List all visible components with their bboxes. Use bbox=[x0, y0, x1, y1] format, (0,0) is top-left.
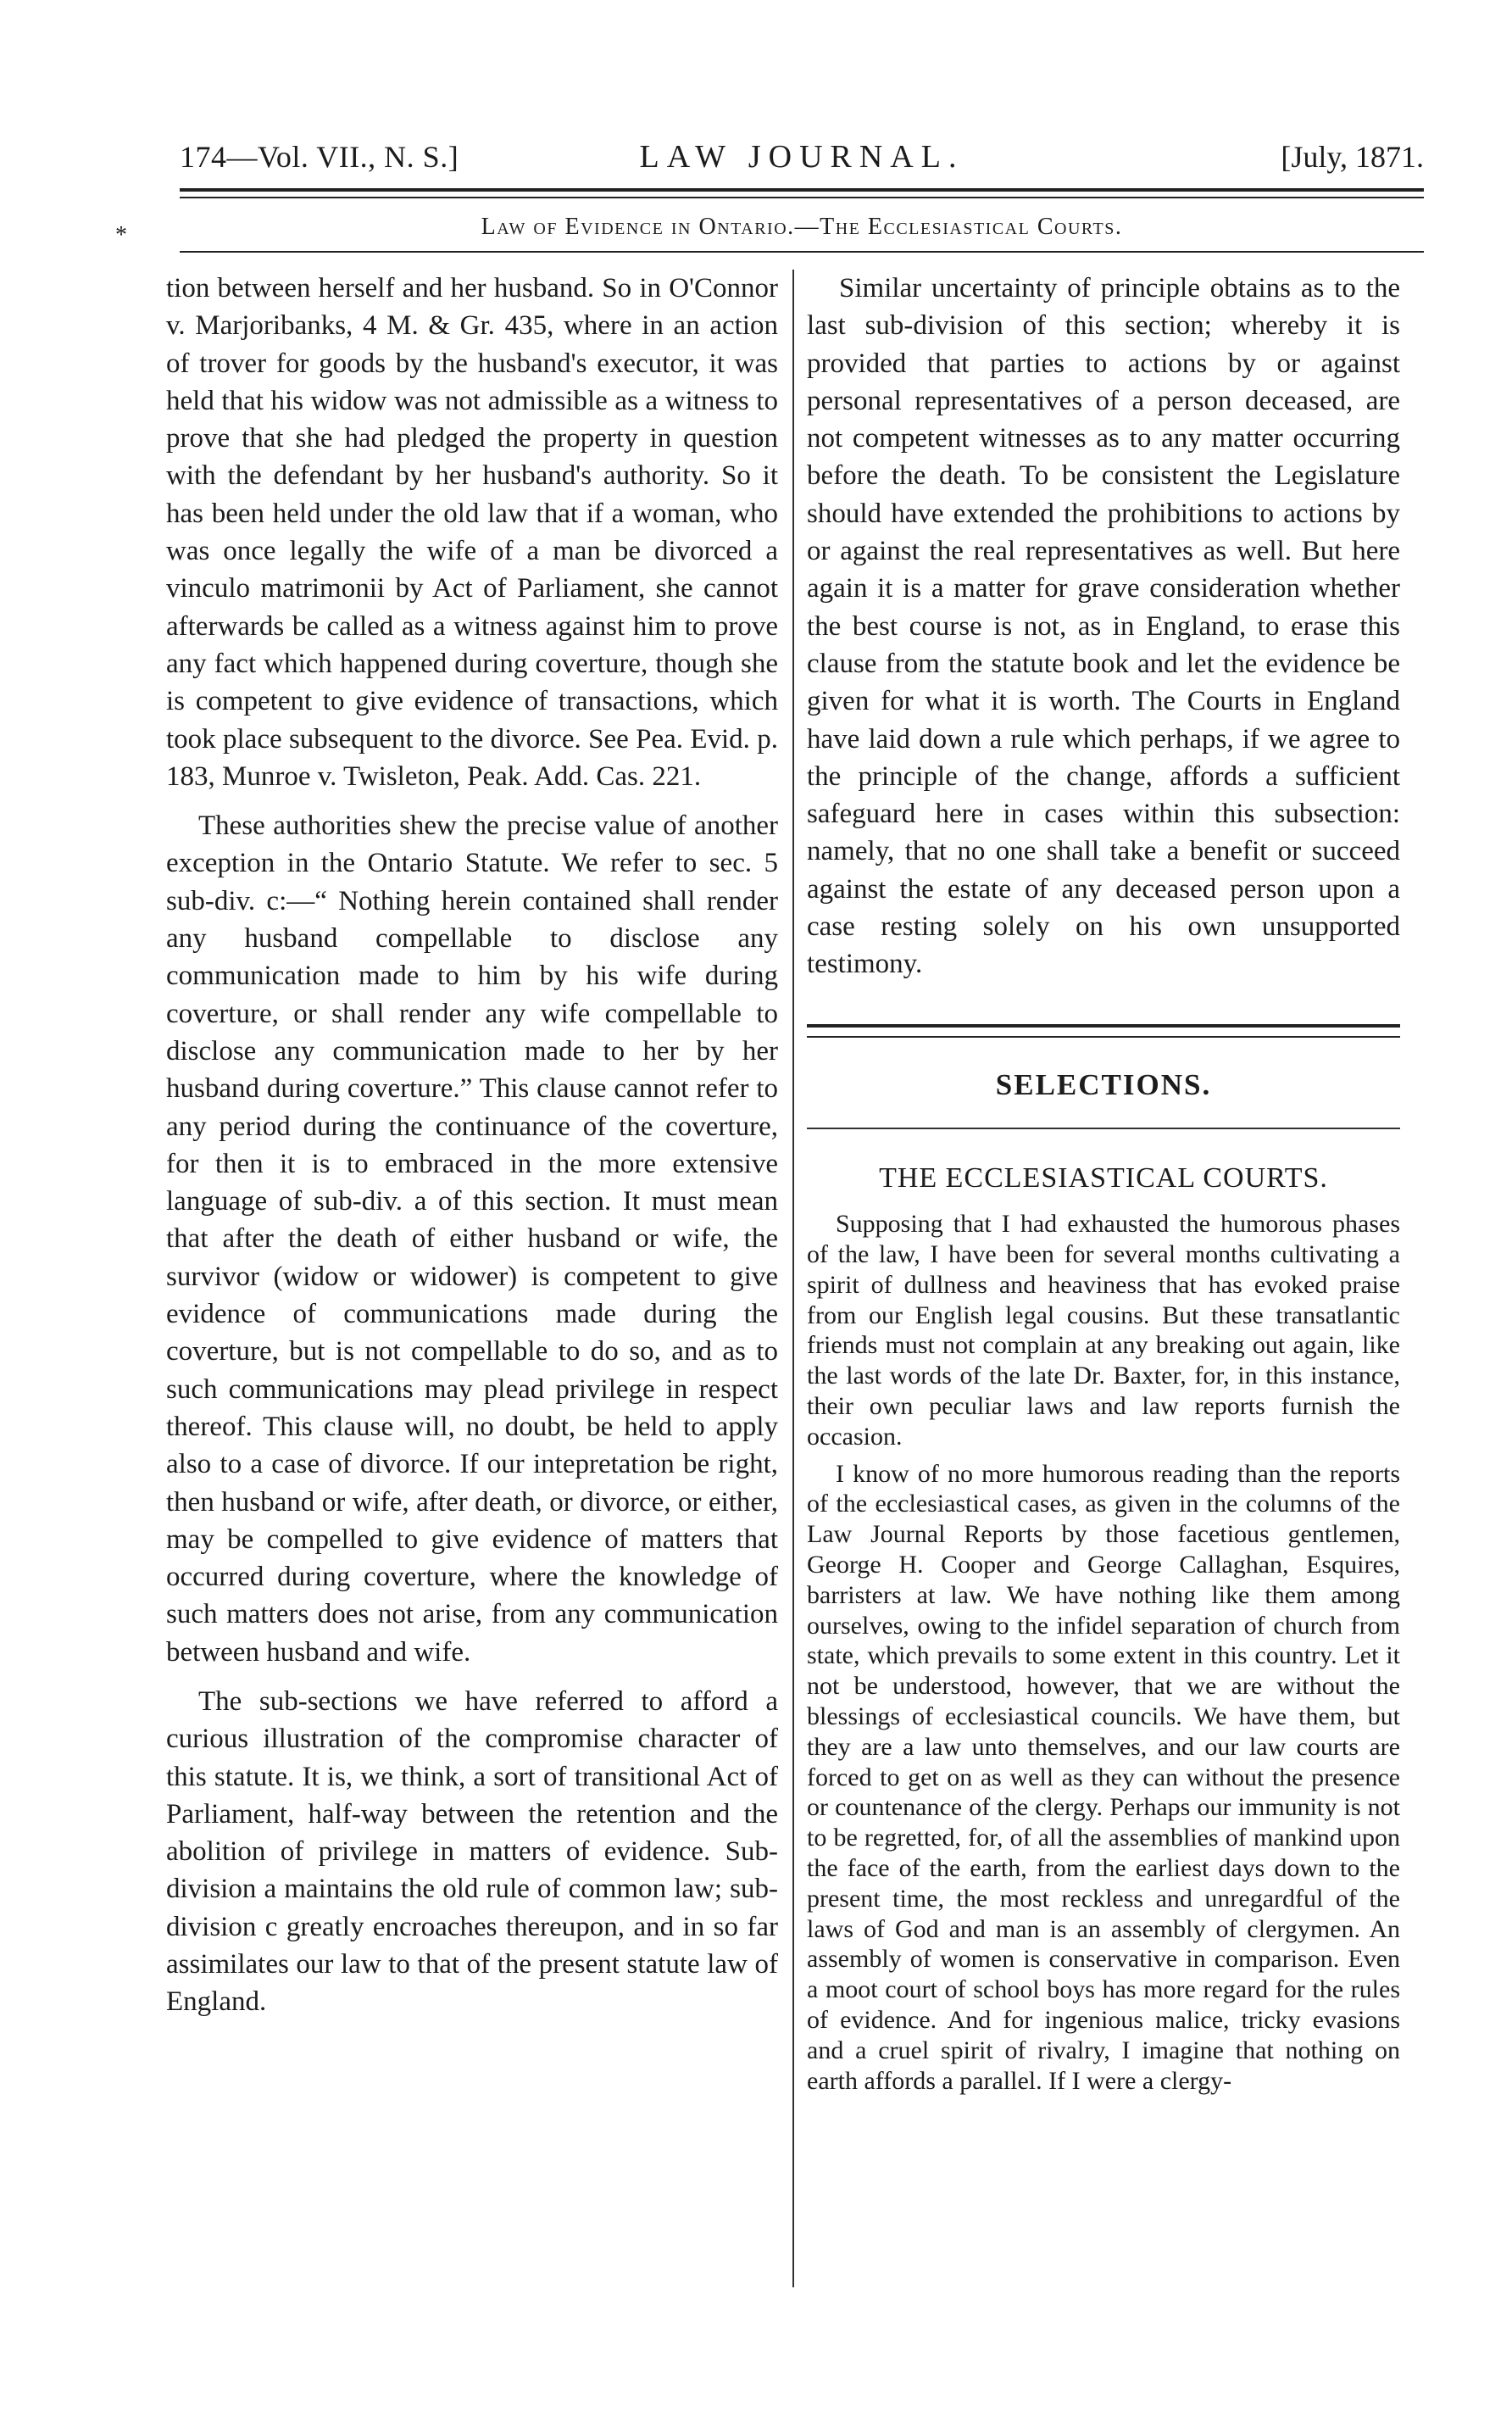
left-column bbox=[166, 270, 778, 2021]
heading-rule bbox=[807, 1128, 1400, 1129]
right-column bbox=[807, 270, 1400, 2096]
journal-title: LAW JOURNAL. bbox=[639, 139, 964, 175]
margin-mark: * bbox=[115, 222, 127, 248]
issue-date: [July, 1871. bbox=[1281, 140, 1424, 174]
article-title: THE ECCLESIASTICAL COURTS. bbox=[879, 1161, 1328, 1194]
page-volume-reference: 174—Vol. VII., N. S.] bbox=[180, 140, 459, 174]
paragraph: The sub-sections we have referred to afford a curious illustration of the compromise character of this statute. It is, we think, a sort of transitional Act of Parliament, half-way between the retention and the abolition of privilege in matters of evidence. Sub-division a maintains the old rule of common law; sub-division c greatly encroaches thereupon, and in so far assimilates our law to that of the present statute law of England. bbox=[166, 1685, 778, 2018]
subheader-rule bbox=[180, 251, 1424, 253]
section-subheader: Law of Evidence in Ontario.—The Ecclesiastical Courts. bbox=[481, 214, 1123, 240]
section-heading: SELECTIONS. bbox=[995, 1067, 1212, 1101]
header-rule-thick bbox=[180, 188, 1424, 192]
paragraph: Similar uncertainty of principle obtains as to the last sub-division of this section; whereby it is provided that parties to actions by or against personal representatives of a person deceased, are not competent witnesses as to any matter occurring before the death. To be consistent the Legislature should have extended the prohibitions to actions by or against the real representatives as well. But here again it is a matter for grave consideration whether the best course is not, as in England, to erase this clause from the statute book and let the evidence be given for what it is worth. The Courts in England have laid down a rule which perhaps, if we agree to the principle of the change, affords a sufficient safeguard here in cases within this subsection: namely, that no one shall take a benefit or succeed against the estate of any deceased person upon a case resting solely on his own unsupported testimony. bbox=[807, 273, 1400, 980]
column-divider bbox=[792, 270, 794, 2287]
article-body bbox=[807, 1209, 1400, 2096]
paragraph: These authorities shew the precise value of another exception in the Ontario Statute. We refer to sec. 5 sub-div. c:—“ Nothing herein contained shall render any husband compellable to disclose any communication made to him by his wife during coverture, or shall render any wife compellable to disclose any communication made to her by her husband during coverture.” This clause cannot refer to any period during the continuance of the coverture, for then it is to embraced in the more extensive language of sub-div. a of this section. It must mean that after the death of either husband or wife, the survivor (widow or widower) is competent to give evidence of communications made during the coverture, but is not compellable to do so, and as to such communications may plead privilege in respect thereof. This clause will, no doubt, be held to apply also to a case of divorce. If our intepretation be right, then husband or wife, after death, or divorce, or either, may be compelled to give evidence of matters that occurred during coverture, where the knowledge of such matters does not arise, from any communication between husband and wife. bbox=[166, 810, 778, 1668]
header-rule-thin bbox=[180, 197, 1424, 198]
paragraph: tion between herself and her husband. So in O'Connor v. Marjoribanks, 4 M. & Gr. 435, where in an action of trover for goods by the husband's executor, it was held that his widow was not admissible as a witness to prove that she had pledged the property in question with the defendant by her husband's authority. So it has been held under the old law that if a woman, who was once legally the wife of a man be divorced a vinculo matrimonii by Act of Parliament, she cannot afterwards be called as a witness against him to prove any fact which happened during coverture, though she is competent to give evidence of transactions, which took place subsequent to the divorce. See Pea. Evid. p. 183, Munroe v. Twisleton, Peak. Add. Cas. 221. bbox=[166, 273, 778, 792]
section-rule bbox=[807, 1024, 1400, 1038]
running-header bbox=[180, 136, 1424, 178]
paragraph: Supposing that I had exhausted the humorous phases of the law, I have been for several months cultivating a spirit of dullness and heaviness that has evoked praise from our English legal cousins. But these transatlantic friends must not complain at any breaking out again, like the last words of the late Dr. Baxter, for, in this instance, their own peculiar laws and law reports furnish the occasion. bbox=[807, 1210, 1400, 1451]
paragraph: I know of no more humorous reading than the reports of the ecclesiastical cases, as given in the columns of the Law Journal Reports by those facetious gentlemen, George H. Cooper and George Callaghan, Esquires, barristers at law. We have nothing like them among ourselves, owing to the infidel separation of church from state, which prevails to some extent in this country. Let it not be understood, however, that we are without the blessings of ecclesiastical councils. We have them, but they are a law unto themselves, and our law courts are forced to get on as well as they can without the presence or countenance of the clergy. Perhaps our immunity is not to be regretted, for, of all the assemblies of mankind upon the face of the earth, from the earliest days down to the present time, the most reckless and unregardful of the laws of God and man is an assembly of clergymen. An assembly of women is conservative in comparison. Even a moot court of school boys has more regard for the rules of evidence. And for ingenious malice, tricky evasions and a cruel spirit of rivalry, I imagine that nothing on earth affords a parallel. If I were a clergy- bbox=[807, 1459, 1400, 2095]
